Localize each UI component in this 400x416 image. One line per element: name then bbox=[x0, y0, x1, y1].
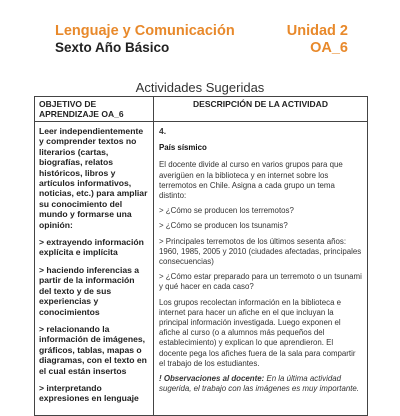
activity-bullet: > ¿Cómo se producen los tsunamis? bbox=[159, 221, 288, 231]
activity-bullet: > ¿Cómo estar preparado para un terremoto o un tsunami y qué hacer en cada caso? bbox=[159, 272, 362, 292]
observation bbox=[159, 374, 362, 394]
objective-item: > haciendo inferencias a partir de la información del texto y de sus experiencias y conocimientos bbox=[39, 264, 140, 317]
objective-item: > extrayendo información explícita e implícita bbox=[39, 237, 144, 258]
unit-title: Unidad 2 bbox=[286, 23, 348, 39]
activity-bullet: > Principales terremotos de los últimos sesenta años: 1960, 1985, 2005 y 2010 (ciudades afectadas, principales consecuencias) bbox=[159, 236, 362, 267]
activity-paragraph: Los grupos recolectan información en la biblioteca e internet para hacer un afiche en el que incluyan la principal información investigada. Luego exponen el afiche al curso (o a alumnos más pequeños del establecimiento) y explican lo que aprendieron. El docente pega los afiches fuera de la sala para compartir el trabajo de los estudiantes. bbox=[159, 297, 356, 368]
activity-bullet: > ¿Cómo se producen los terremotos? bbox=[159, 206, 294, 216]
activity-cell bbox=[154, 122, 368, 416]
objective-item: > relacionando la información de imágenes, gráficos, tablas, mapas o diagramas, con el texto en el cual están insertos bbox=[39, 323, 147, 376]
grade-subtitle: Sexto Año Básico bbox=[55, 40, 170, 55]
objective-intro: Leer independientemente y comprender textos no literarios (cartas, biografías, relatos históricos, libros y artículos informativos, noticias, etc.) para ampliar su conocimiento del mundo y formarse una opinión: bbox=[39, 126, 148, 230]
table-row bbox=[35, 122, 368, 416]
activity-topic: País sísmico bbox=[159, 143, 207, 153]
objective-item: > interpretando expresiones en lenguaje bbox=[39, 382, 139, 404]
col-objective-header: OBJETIVO DE APRENDIZAJE OA_6 bbox=[35, 97, 154, 122]
activity-paragraph: El docente divide al curso en varios grupos para que averigüen en la biblioteca y en internet sobre los terremotos en Chile. Asigna a cada grupo un tema distinto: bbox=[159, 160, 343, 201]
activities-table bbox=[34, 96, 368, 416]
header-left bbox=[55, 23, 235, 56]
col-activity-header: DESCRIPCIÓN DE LA ACTIVIDAD bbox=[154, 97, 368, 122]
activity-number: 4. bbox=[159, 126, 167, 136]
observation-label: ! Observaciones al docente: bbox=[159, 374, 265, 384]
observation-text: En la última actividad sugerida, el trabajo con las imágenes es muy importante. bbox=[159, 374, 360, 394]
objective-code: OA_6 bbox=[310, 40, 348, 56]
section-title: Actividades Sugeridas bbox=[135, 80, 265, 95]
header-right bbox=[287, 23, 348, 57]
subject-title: Lenguaje y Comunicación bbox=[55, 23, 235, 39]
objective-cell bbox=[35, 122, 154, 416]
table-header-row bbox=[35, 97, 368, 122]
